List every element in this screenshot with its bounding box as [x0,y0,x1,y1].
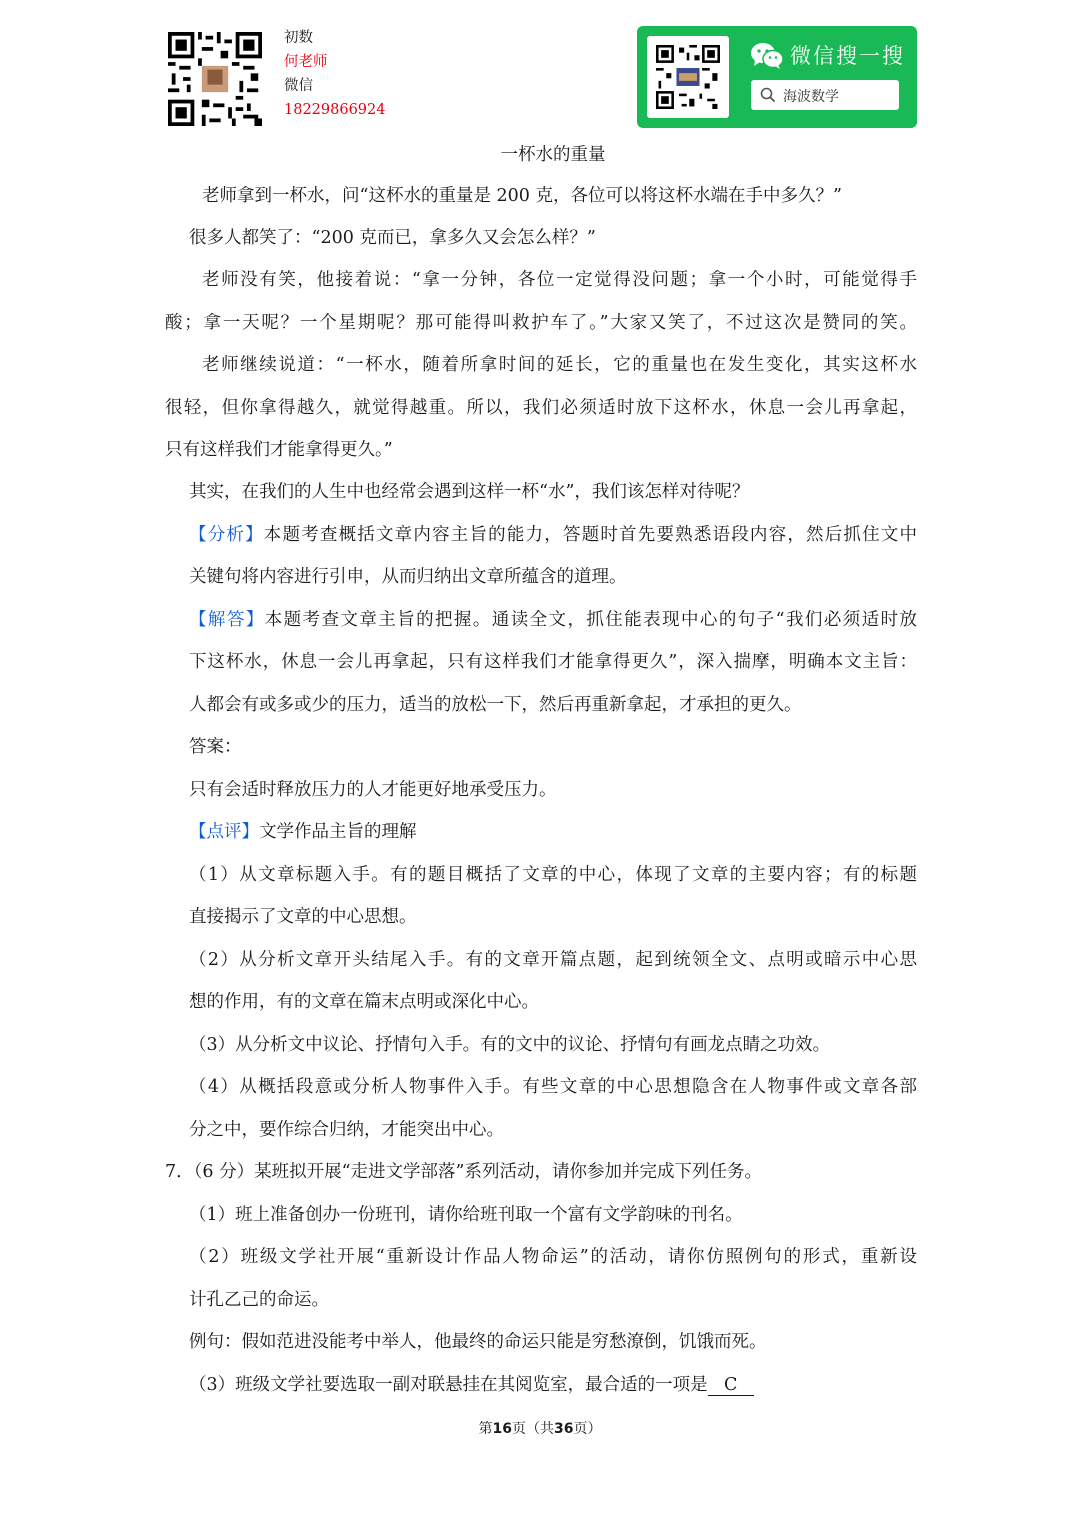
question-7-answer-blank: C [708,1375,754,1396]
analysis-line [189,523,917,547]
question-7-part3-text: （3）班级文学社要选取一副对联悬挂在其阅览室，最合适的一项是 [189,1375,708,1395]
contact-info [284,26,385,122]
qr-code-left [168,32,262,126]
wechat-qr-code [647,36,729,118]
question-7-stem: 7．（6 分）某班拟开展“走进文学部落”系列活动，请你参加并完成下列任务。 [165,1162,762,1182]
passage-line: 其实，在我们的人生中也经常会遇到这样一杯“水”，我们该怎样对待呢？ [189,482,750,502]
comment-line: （4）从概括段意或分析人物事件入手。有些文章的中心思想隐含在人物事件或文章各部 [189,1077,917,1097]
passage-line: 酸；拿一天呢？一个星期呢？那可能得叫救护车了。”大家又笑了，不过这次是赞同的笑。 [165,313,917,333]
footer-suffix: 页） [573,1421,602,1437]
contact-wechat-label: 微信 [284,78,313,94]
question-7-part3 [189,1373,917,1397]
contact-phone: 18229866924 [284,102,386,118]
page-total: 36 [554,1421,574,1437]
footer-prefix: 第 [478,1421,493,1437]
comment-line: （2）从分析文章开头结尾入手。有的文章开篇点题，起到统领全文、点明或暗示中心思 [189,950,917,970]
question-7-line: 计孔乙己的命运。 [189,1290,329,1310]
question-7-example: 例句：假如范进没能考中举人，他最终的命运只能是穷愁潦倒，饥饿而死。 [189,1332,767,1352]
passage-line: 老师继续说道：“一杯水，随着所拿时间的延长，它的重量也在发生变化，其实这杯水 [202,355,917,375]
solution-text: 本题考查文章主旨的把握。通读全文，抓住能表现中心的句子“我们必须适时放 [264,610,918,630]
passage-line: 很多人都笑了：“200 克而已，拿多久又会怎么样？” [189,228,596,248]
wechat-logo-icon [750,42,784,70]
passage-line: 只有这样我们才能拿得更久。” [165,440,393,460]
question-7-line: （2）班级文学社开展“重新设计作品人物命运”的活动，请你仿照例句的形式，重新设 [189,1247,917,1267]
answer-text: 只有会适时释放压力的人才能更好地承受压力。 [189,780,557,800]
solution-line [189,608,917,632]
solution-tag: 【解答】 [189,610,265,630]
passage-line: 老师没有笑，他接着说：“拿一分钟，各位一定觉得没问题；拿一个小时，可能觉得手 [202,270,917,290]
page-number: 16 [492,1421,512,1437]
answer-label: 答案： [189,737,242,757]
footer-middle: 页（共 [512,1421,554,1437]
contact-subject: 初数 [284,30,313,46]
comment-line: （3）从分析文中议论、抒情句入手。有的文中的议论、抒情句有画龙点睛之功效。 [189,1035,831,1055]
passage-title: 一杯水的重量 [500,145,606,165]
wechat-search-box[interactable] [751,80,899,110]
comment-line: 分之中，要作综合归纳，才能突出中心。 [189,1120,504,1140]
comment-tag: 【点评】 [189,822,259,842]
contact-teacher: 何老师 [284,54,328,70]
search-query-text: 海波数学 [783,89,839,105]
page-footer [0,1418,1080,1438]
comment-line: 直接揭示了文章的中心思想。 [189,907,417,927]
wechat-search-title: 微信搜一搜 [790,44,905,68]
passage-line: 很轻，但你拿得越久，就觉得越重。所以，我们必须适时放下这杯水，休息一会儿再拿起， [165,398,917,418]
analysis-line: 关键句将内容进行引申，从而归纳出文章所蕴含的道理。 [189,567,627,587]
solution-line: 下这杯水，休息一会儿再拿起，只有这样我们才能拿得更久”，深入揣摩，明确本文主旨： [189,652,917,672]
search-icon [760,87,776,103]
question-7-line: （1）班上准备创办一份班刊，请你给班刊取一个富有文学韵味的刊名。 [189,1205,743,1225]
comment-line: （1）从文章标题入手。有的题目概括了文章的中心，体现了文章的主要内容；有的标题 [189,865,917,885]
comment-line: 想的作用，有的文章在篇末点明或深化中心。 [189,992,539,1012]
passage-line: 老师拿到一杯水，问“这杯水的重量是 200 克，各位可以将这杯水端在手中多久？” [202,186,842,206]
analysis-text: 本题考查概括文章内容主旨的能力，答题时首先要熟悉语段内容，然后抓住文中 [263,525,918,545]
solution-line: 人都会有或多或少的压力，适当的放松一下，然后再重新拿起，才承担的更久。 [189,695,802,715]
analysis-tag: 【分析】 [189,525,264,545]
wechat-search-card [637,26,917,128]
comment-heading: 文学作品主旨的理解 [259,822,417,842]
comment-heading-line [189,820,917,844]
